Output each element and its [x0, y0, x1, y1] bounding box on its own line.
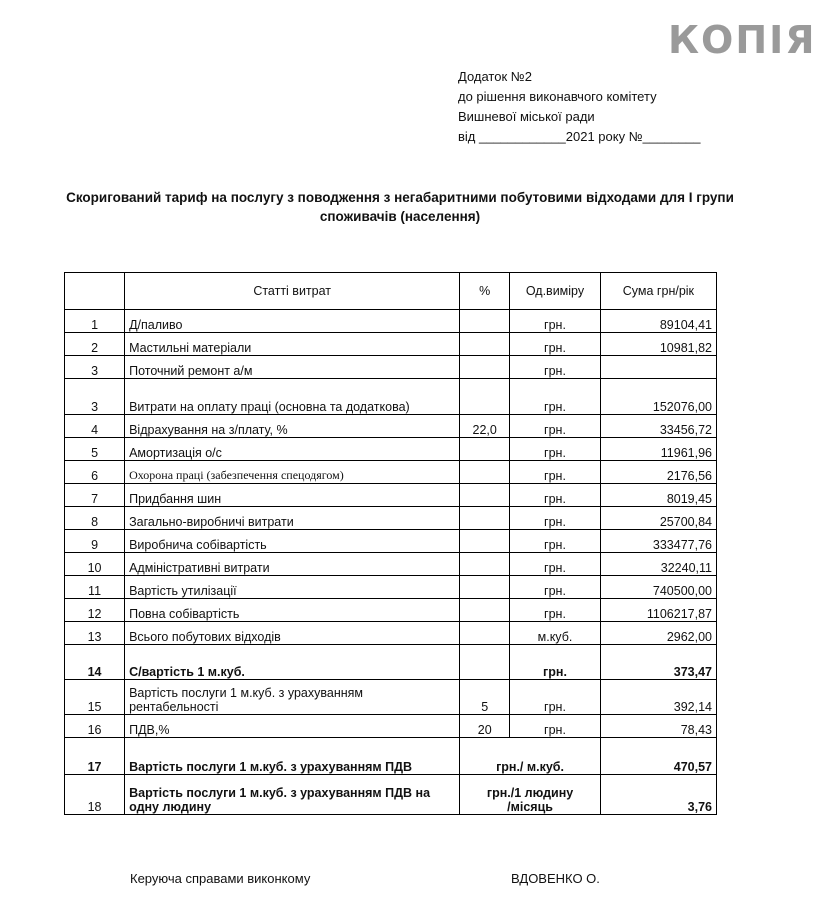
- row-percent: [460, 333, 510, 356]
- row-unit: грн.: [510, 553, 601, 576]
- row-sum: 333477,76: [600, 530, 716, 553]
- row-unit: грн./ м.куб.: [460, 738, 601, 775]
- row-percent: [460, 645, 510, 680]
- row-percent: [460, 599, 510, 622]
- row-num: 13: [65, 622, 125, 645]
- header-percent: %: [460, 273, 510, 310]
- row-num: 4: [65, 415, 125, 438]
- row-unit: грн.: [510, 461, 601, 484]
- row-name: Амортизація о/с: [125, 438, 460, 461]
- row-sum: 392,14: [600, 680, 716, 715]
- row-name-line-1: Вартість послуги 1 м.куб. з урахуванням: [129, 686, 363, 700]
- table-row: [65, 680, 717, 715]
- row-sum: 11961,96: [600, 438, 716, 461]
- row-num: 14: [65, 645, 125, 680]
- row-name: Охорона праці (забезпечення спецодягом): [125, 461, 460, 484]
- row-percent: [460, 622, 510, 645]
- row-percent: [460, 484, 510, 507]
- table-row: [65, 310, 717, 333]
- row-name: Загально-виробничі витрати: [125, 507, 460, 530]
- row-sum: 78,43: [600, 715, 716, 738]
- row-name: Всього побутових відходів: [125, 622, 460, 645]
- row-name-line-2: одну людину: [129, 800, 212, 814]
- row-num: 10: [65, 553, 125, 576]
- row-num: 2: [65, 333, 125, 356]
- row-name: Вартість утилізації: [125, 576, 460, 599]
- table-row: [65, 438, 717, 461]
- row-num: 8: [65, 507, 125, 530]
- header-name: Статті витрат: [125, 273, 460, 310]
- row-unit: грн.: [510, 645, 601, 680]
- row-num: 3: [65, 379, 125, 415]
- row-unit: грн.: [510, 356, 601, 379]
- table-row: [65, 356, 717, 379]
- page-title: [40, 188, 760, 226]
- copy-stamp: КОПІЯ: [668, 18, 817, 62]
- row-unit-line-2: /місяць: [507, 800, 553, 814]
- signatory-position: Керуюча справами виконкому: [130, 871, 311, 886]
- row-percent: [460, 310, 510, 333]
- row-sum: 32240,11: [600, 553, 716, 576]
- row-percent: 20: [460, 715, 510, 738]
- header-sum: Сума грн/рік: [600, 273, 716, 310]
- row-name: Адміністративні витрати: [125, 553, 460, 576]
- row-unit: [460, 775, 601, 815]
- row-sum: 2176,56: [600, 461, 716, 484]
- row-unit: грн.: [510, 599, 601, 622]
- row-sum: 25700,84: [600, 507, 716, 530]
- row-name-line-1: Вартість послуги 1 м.куб. з урахуванням ПДВ на: [129, 786, 431, 800]
- table-row: [65, 738, 717, 775]
- row-sum: 740500,00: [600, 576, 716, 599]
- table-row: [65, 622, 717, 645]
- row-name: Мастильні матеріали: [125, 333, 460, 356]
- row-name: [125, 775, 460, 815]
- row-unit: грн.: [510, 333, 601, 356]
- table-row: [65, 379, 717, 415]
- row-unit: грн.: [510, 530, 601, 553]
- title-line-1: Скоригований тариф на послугу з поводження з негабаритними побутовими відходами для І групи: [66, 190, 734, 205]
- row-percent: [460, 379, 510, 415]
- row-num: 11: [65, 576, 125, 599]
- row-sum: 470,57: [600, 738, 716, 775]
- row-num: 18: [65, 775, 125, 815]
- table-row: [65, 553, 717, 576]
- row-percent: [460, 438, 510, 461]
- signatory-name: ВДОВЕНКО О.: [511, 871, 600, 886]
- row-unit: грн.: [510, 507, 601, 530]
- table-row: [65, 507, 717, 530]
- row-percent: 5: [460, 680, 510, 715]
- annex-council: Вишневої міської ради: [458, 109, 595, 124]
- row-unit-line-1: грн./1 людину: [486, 786, 574, 800]
- header-num: [65, 273, 125, 310]
- row-num: 16: [65, 715, 125, 738]
- row-name: Придбання шин: [125, 484, 460, 507]
- annex-decision: до рішення виконавчого комітету: [458, 89, 657, 104]
- table-row: [65, 715, 717, 738]
- row-unit: м.куб.: [510, 622, 601, 645]
- row-name-line-2: рентабельності: [129, 700, 219, 714]
- table-row: [65, 333, 717, 356]
- row-sum: 33456,72: [600, 415, 716, 438]
- row-percent: 22,0: [460, 415, 510, 438]
- row-sum: 89104,41: [600, 310, 716, 333]
- table-row: [65, 576, 717, 599]
- row-sum: 3,76: [600, 775, 716, 815]
- row-num: 6: [65, 461, 125, 484]
- row-name: Витрати на оплату праці (основна та додаткова): [125, 379, 460, 415]
- row-sum: 373,47: [600, 645, 716, 680]
- row-name: Поточний ремонт а/м: [125, 356, 460, 379]
- row-name: Виробнича собівартість: [125, 530, 460, 553]
- tariff-table: [64, 272, 717, 815]
- row-unit: грн.: [510, 310, 601, 333]
- header-unit: Од.виміру: [510, 273, 601, 310]
- row-sum: 10981,82: [600, 333, 716, 356]
- table-row: [65, 461, 717, 484]
- row-name: Відрахування на з/плату, %: [125, 415, 460, 438]
- row-unit: грн.: [510, 438, 601, 461]
- row-name: Повна собівартість: [125, 599, 460, 622]
- row-sum: 2962,00: [600, 622, 716, 645]
- table-row: [65, 599, 717, 622]
- row-percent: [460, 553, 510, 576]
- row-unit: грн.: [510, 484, 601, 507]
- row-name: [125, 680, 460, 715]
- annex-number: Додаток №2: [458, 69, 532, 84]
- row-num: 17: [65, 738, 125, 775]
- row-unit: грн.: [510, 379, 601, 415]
- row-percent: [460, 530, 510, 553]
- table-header-row: [65, 273, 717, 310]
- row-name: Вартість послуги 1 м.куб. з урахуванням ПДВ: [125, 738, 460, 775]
- row-percent: [460, 356, 510, 379]
- table-row: [65, 484, 717, 507]
- row-num: 7: [65, 484, 125, 507]
- row-sum: 152076,00: [600, 379, 716, 415]
- table-row: [65, 415, 717, 438]
- table-row: [65, 645, 717, 680]
- annex-date: від ____________2021 року №________: [458, 129, 701, 144]
- annex-block: [458, 67, 700, 147]
- row-unit: грн.: [510, 715, 601, 738]
- row-name: Д/паливо: [125, 310, 460, 333]
- table-row: [65, 775, 717, 815]
- row-name: С/вартість 1 м.куб.: [125, 645, 460, 680]
- row-unit: грн.: [510, 680, 601, 715]
- row-num: 5: [65, 438, 125, 461]
- row-sum: [600, 356, 716, 379]
- row-num: 3: [65, 356, 125, 379]
- row-percent: [460, 507, 510, 530]
- row-unit: грн.: [510, 576, 601, 599]
- row-num: 12: [65, 599, 125, 622]
- row-num: 1: [65, 310, 125, 333]
- row-num: 15: [65, 680, 125, 715]
- row-num: 9: [65, 530, 125, 553]
- table-row: [65, 530, 717, 553]
- row-percent: [460, 576, 510, 599]
- row-name: ПДВ,%: [125, 715, 460, 738]
- row-percent: [460, 461, 510, 484]
- row-sum: 1106217,87: [600, 599, 716, 622]
- row-sum: 8019,45: [600, 484, 716, 507]
- row-unit: грн.: [510, 415, 601, 438]
- title-line-2: споживачів (населення): [319, 209, 481, 224]
